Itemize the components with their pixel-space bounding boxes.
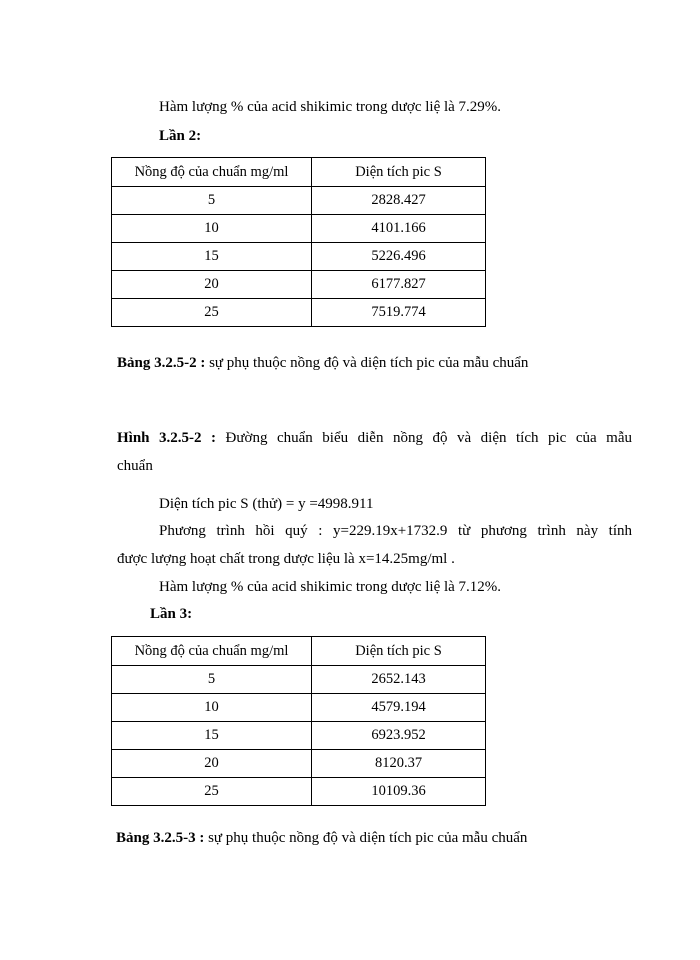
bang3-label: Bảng 3.2.5-3 : xyxy=(116,830,205,846)
lan3-heading: Lần 3: xyxy=(150,606,193,622)
phuong-trinh-line1: Phương trình hồi quý : y=229.19x+1732.9 từ phương trình này tính xyxy=(159,523,632,539)
table-cell: 15 xyxy=(112,243,312,271)
table-cell: 8120.37 xyxy=(312,750,486,778)
hinh2-caption-line1 xyxy=(117,429,632,447)
table-row xyxy=(112,243,486,271)
table-cell: 4101.166 xyxy=(312,215,486,243)
table-3 xyxy=(111,636,486,806)
table-3-header-row xyxy=(112,637,486,666)
table-row xyxy=(112,750,486,778)
table-cell: 5 xyxy=(112,666,312,694)
table-row xyxy=(112,215,486,243)
table-2-header-area: Diện tích pic S xyxy=(312,158,486,187)
hinh2-text-line1: Đường chuẩn biểu diễn nồng độ và diện tích pic của mẫu xyxy=(216,430,632,446)
table-cell: 25 xyxy=(112,778,312,806)
table-3-header-concentration: Nồng độ của chuẩn mg/ml xyxy=(112,637,312,666)
table-row xyxy=(112,187,486,215)
table-cell: 6177.827 xyxy=(312,271,486,299)
table-cell: 5 xyxy=(112,187,312,215)
hinh2-label: Hình 3.2.5-2 : xyxy=(117,430,217,446)
dien-tich-thu-line: Diện tích pic S (thử) = y =4998.911 xyxy=(159,496,374,512)
bang2-label: Bảng 3.2.5-2 : xyxy=(117,355,206,371)
table-2-header-row xyxy=(112,158,486,187)
table-cell: 10 xyxy=(112,215,312,243)
table-row xyxy=(112,694,486,722)
table-row xyxy=(112,722,486,750)
table-row xyxy=(112,778,486,806)
bang3-text: sự phụ thuộc nồng độ và diện tích pic của mẫu chuẩn xyxy=(204,830,528,846)
table-cell: 2652.143 xyxy=(312,666,486,694)
table-cell: 10109.36 xyxy=(312,778,486,806)
table-cell: 2828.427 xyxy=(312,187,486,215)
table-cell: 25 xyxy=(112,299,312,327)
table-3-header-area: Diện tích pic S xyxy=(312,637,486,666)
bang3-caption xyxy=(116,829,527,847)
intro-content-line: Hàm lượng % của acid shikimic trong dược liệ là 7.29%. xyxy=(159,99,502,115)
bang2-caption xyxy=(117,354,528,372)
table-2 xyxy=(111,157,486,327)
table-cell: 6923.952 xyxy=(312,722,486,750)
ham-luong-line-2: Hàm lượng % của acid shikimic trong dược liệ là 7.12%. xyxy=(159,579,502,595)
table-cell: 20 xyxy=(112,750,312,778)
table-cell: 10 xyxy=(112,694,312,722)
table-cell: 5226.496 xyxy=(312,243,486,271)
table-cell: 4579.194 xyxy=(312,694,486,722)
hinh2-caption-line2: chuẩn xyxy=(117,458,153,474)
table-cell: 20 xyxy=(112,271,312,299)
table-row xyxy=(112,666,486,694)
table-row xyxy=(112,299,486,327)
table-row xyxy=(112,271,486,299)
table-2-header-concentration: Nồng độ của chuẩn mg/ml xyxy=(112,158,312,187)
table-cell: 15 xyxy=(112,722,312,750)
table-cell: 7519.774 xyxy=(312,299,486,327)
lan2-heading: Lần 2: xyxy=(159,128,202,144)
phuong-trinh-line2: được lượng hoạt chất trong dược liệu là x=14.25mg/ml . xyxy=(117,551,455,567)
bang2-text: sự phụ thuộc nồng độ và diện tích pic của mẫu chuẩn xyxy=(205,355,529,371)
